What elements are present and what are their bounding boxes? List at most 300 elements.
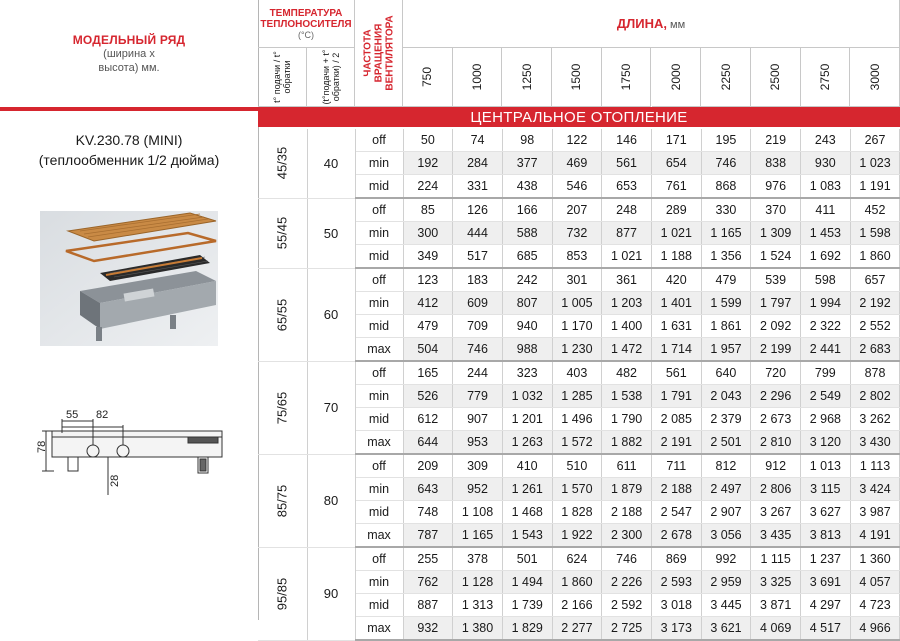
- dimension-82: 82: [96, 409, 109, 421]
- heat-output-cell: 146: [602, 129, 652, 152]
- supply-return-cell: [258, 268, 307, 361]
- heat-output-cell: 361: [602, 268, 652, 292]
- table-row: [258, 268, 900, 292]
- heat-output-cell: 1 797: [751, 292, 801, 315]
- heat-output-cell: 546: [552, 175, 602, 199]
- heat-output-cell: 1 360: [850, 547, 900, 571]
- heat-output-cell: 2 441: [801, 338, 851, 362]
- average-temp-label: (t°подачи + t° обратки) / 2: [320, 49, 341, 105]
- table-row: [258, 454, 900, 478]
- heat-output-cell: 1 861: [701, 315, 751, 338]
- heat-output-cell: 3 056: [701, 524, 751, 548]
- heat-output-cell: 504: [403, 338, 453, 362]
- heat-output-cell: 244: [453, 361, 503, 385]
- heat-output-cell: 2 678: [651, 524, 701, 548]
- section-title: ЦЕНТРАЛЬНОЕ ОТОПЛЕНИЕ: [470, 108, 688, 126]
- heat-output-cell: 4 069: [751, 617, 801, 641]
- heat-output-cell: 748: [403, 501, 453, 524]
- heat-output-cell: 1 083: [801, 175, 851, 199]
- heat-output-cell: 412: [403, 292, 453, 315]
- heat-output-cell: 479: [403, 315, 453, 338]
- heat-output-cell: 907: [453, 408, 503, 431]
- heat-output-cell: 653: [602, 175, 652, 199]
- heat-output-cell: 1 230: [552, 338, 602, 362]
- heat-output-cell: 165: [403, 361, 453, 385]
- heat-output-cell: 1 188: [651, 245, 701, 269]
- heat-output-cell: 479: [701, 268, 751, 292]
- length-column-header: [403, 48, 453, 107]
- heat-output-cell: 1 524: [751, 245, 801, 269]
- heat-output-cell: 2 188: [602, 501, 652, 524]
- heat-output-cell: 2 547: [651, 501, 701, 524]
- heat-output-cell: 1 165: [453, 524, 503, 548]
- heat-output-cell: 3 115: [801, 478, 851, 501]
- heat-output-cell: 2 959: [701, 571, 751, 594]
- model-panel: [0, 107, 259, 620]
- heat-output-cell: 812: [701, 454, 751, 478]
- heat-output-cell: 2 226: [602, 571, 652, 594]
- heat-output-cell: 3 262: [850, 408, 900, 431]
- heat-output-cell: 4 297: [801, 594, 851, 617]
- heat-output-cell: 1 879: [602, 478, 652, 501]
- heat-output-cell: 807: [502, 292, 552, 315]
- average-temp-cell: 60: [307, 268, 355, 361]
- heat-output-cell: 300: [403, 222, 453, 245]
- supply-return-value: 55/45: [274, 216, 290, 250]
- heat-output-cell: 1 860: [552, 571, 602, 594]
- supply-return-cell: [258, 361, 307, 454]
- heat-output-cell: 1 285: [552, 385, 602, 408]
- fan-mode-cell: max: [355, 617, 403, 641]
- temperature-title: ТЕМПЕРАТУРА ТЕПЛОНОСИТЕЛЯ: [260, 8, 352, 30]
- length-value: 1500: [569, 63, 584, 91]
- heat-output-cell: 887: [403, 594, 453, 617]
- heat-output-cell: 654: [651, 152, 701, 175]
- heat-output-cell: 1 113: [850, 454, 900, 478]
- heat-output-cell: 378: [453, 547, 503, 571]
- heat-output-cell: 1 472: [602, 338, 652, 362]
- fan-mode-cell: off: [355, 361, 403, 385]
- heat-output-cell: 799: [801, 361, 851, 385]
- heat-output-cell: 2 810: [751, 431, 801, 455]
- convector-exploded-render: [40, 211, 218, 346]
- heat-output-cell: 588: [502, 222, 552, 245]
- supply-return-value: 45/35: [274, 146, 290, 180]
- heat-output-cell: 1 570: [552, 478, 602, 501]
- heat-output-cell: 2 806: [751, 478, 801, 501]
- heat-output-cell: 2 549: [801, 385, 851, 408]
- length-value: 2000: [668, 63, 683, 91]
- heat-output-cell: 3 424: [850, 478, 900, 501]
- heat-output-cell: 992: [701, 547, 751, 571]
- heat-output-cell: 122: [552, 129, 602, 152]
- fan-mode-cell: min: [355, 292, 403, 315]
- heat-output-cell: 1 021: [651, 222, 701, 245]
- heat-output-cell: 284: [453, 152, 503, 175]
- heat-output-cell: 1 828: [552, 501, 602, 524]
- model-series-title: МОДЕЛЬНЫЙ РЯД: [72, 32, 186, 47]
- heat-output-cell: 940: [502, 315, 552, 338]
- length-value: 750: [420, 66, 435, 88]
- heat-output-cell: 323: [502, 361, 552, 385]
- length-column-header: [701, 48, 751, 107]
- average-temp-cell: 40: [307, 129, 355, 198]
- length-column-header: [602, 48, 652, 107]
- average-temp-header: [307, 48, 355, 107]
- length-column-header: [453, 48, 503, 107]
- length-value: 2250: [718, 63, 733, 91]
- heat-output-cell: 501: [502, 547, 552, 571]
- heat-output-cell: 3 267: [751, 501, 801, 524]
- length-column-header: [552, 48, 602, 107]
- model-series-subtitle-2: высота) мм.: [98, 61, 160, 74]
- length-value: 1000: [470, 63, 485, 91]
- heat-output-cell: 877: [602, 222, 652, 245]
- table-row: [258, 547, 900, 571]
- heat-output-cell: 4 723: [850, 594, 900, 617]
- fan-mode-cell: off: [355, 454, 403, 478]
- fan-mode-cell: off: [355, 129, 403, 152]
- supply-return-label: t° подачи / t° обратки: [272, 51, 292, 103]
- heat-output-cell: 787: [403, 524, 453, 548]
- length-title: ДЛИНА,: [616, 16, 667, 31]
- heat-output-cell: 1 957: [701, 338, 751, 362]
- heat-output-cell: 1 313: [453, 594, 503, 617]
- supply-return-value: 75/65: [274, 391, 290, 424]
- heat-output-cell: 930: [801, 152, 851, 175]
- length-header: [403, 0, 900, 48]
- heat-output-cell: 3 813: [801, 524, 851, 548]
- heat-output-cell: 4 057: [850, 571, 900, 594]
- heat-output-cell: 1 013: [801, 454, 851, 478]
- heat-output-cell: 411: [801, 198, 851, 222]
- heat-output-cell: 2 497: [701, 478, 751, 501]
- heat-output-cell: 1 263: [502, 431, 552, 455]
- heat-output-cell: 255: [403, 547, 453, 571]
- heat-output-cell: 952: [453, 478, 503, 501]
- heat-output-cell: 1 468: [502, 501, 552, 524]
- fan-mode-cell: mid: [355, 594, 403, 617]
- fan-mode-cell: min: [355, 478, 403, 501]
- heat-output-cell: 2 043: [701, 385, 751, 408]
- heat-output-cell: 85: [403, 198, 453, 222]
- heat-output-cell: 331: [453, 175, 503, 199]
- fan-mode-cell: off: [355, 547, 403, 571]
- length-value: 1750: [619, 63, 634, 91]
- heat-output-cell: 126: [453, 198, 503, 222]
- heat-output-cell: 2 092: [751, 315, 801, 338]
- heat-output-cell: 720: [751, 361, 801, 385]
- heat-output-cell: 377: [502, 152, 552, 175]
- fan-mode-cell: off: [355, 268, 403, 292]
- heat-output-cell: 869: [651, 547, 701, 571]
- heat-output-cell: 3 018: [651, 594, 701, 617]
- heat-output-cell: 469: [552, 152, 602, 175]
- dimension-78: 78: [36, 440, 48, 453]
- heat-output-cell: 224: [403, 175, 453, 199]
- heat-output-cell: 349: [403, 245, 453, 269]
- heat-output-cell: 1 791: [651, 385, 701, 408]
- fan-mode-cell: max: [355, 524, 403, 548]
- temperature-header: [258, 0, 355, 48]
- heat-output-cell: 2 968: [801, 408, 851, 431]
- supply-return-cell: [258, 129, 307, 198]
- heat-output-cell: 2 683: [850, 338, 900, 362]
- heat-output-cell: 2 501: [701, 431, 751, 455]
- heat-output-cell: 2 191: [651, 431, 701, 455]
- average-temp-cell: 70: [307, 361, 355, 454]
- table-row: [258, 198, 900, 222]
- heat-output-cell: 301: [552, 268, 602, 292]
- heat-output-cell: 1 922: [552, 524, 602, 548]
- fan-mode-cell: mid: [355, 315, 403, 338]
- length-column-header: [751, 48, 801, 107]
- heat-output-cell: 1 494: [502, 571, 552, 594]
- heat-output-cell: 685: [502, 245, 552, 269]
- heat-output-cell: 912: [751, 454, 801, 478]
- length-value: 1250: [519, 63, 534, 91]
- model-series-header: [0, 0, 259, 107]
- heat-output-cell: 452: [850, 198, 900, 222]
- heat-output-cell: 1 170: [552, 315, 602, 338]
- heat-output-cell: 2 802: [850, 385, 900, 408]
- heat-output-cell: 166: [502, 198, 552, 222]
- fan-mode-cell: mid: [355, 408, 403, 431]
- heat-output-cell: 612: [403, 408, 453, 431]
- section-title-band: [258, 107, 900, 127]
- model-description: (теплообменник 1/2 дюйма): [38, 152, 220, 168]
- fan-mode-cell: min: [355, 222, 403, 245]
- heat-output-cell: 2 188: [651, 478, 701, 501]
- heat-output-cell: 878: [850, 361, 900, 385]
- supply-return-cell: [258, 547, 307, 640]
- heat-output-cell: 1 692: [801, 245, 851, 269]
- heat-output-cell: 1 543: [502, 524, 552, 548]
- heat-output-cell: 2 592: [602, 594, 652, 617]
- average-temp-cell: 50: [307, 198, 355, 268]
- heat-output-cell: 3 987: [850, 501, 900, 524]
- length-column-header: [502, 48, 552, 107]
- heat-output-cell: 1 191: [850, 175, 900, 199]
- length-column-header: [652, 48, 702, 107]
- heat-output-cell: 2 166: [552, 594, 602, 617]
- heat-output-cell: 482: [602, 361, 652, 385]
- heat-output-cell: 171: [651, 129, 701, 152]
- model-series-subtitle-1: (ширина х: [103, 47, 155, 60]
- heat-output-cell: 330: [701, 198, 751, 222]
- heat-output-cell: 1 631: [651, 315, 701, 338]
- heat-output-cell: 976: [751, 175, 801, 199]
- heat-output-cell: 2 673: [751, 408, 801, 431]
- heat-output-cell: 732: [552, 222, 602, 245]
- heat-output-cell: 953: [453, 431, 503, 455]
- heat-output-cell: 539: [751, 268, 801, 292]
- model-name: KV.230.78 (MINI): [75, 132, 183, 148]
- heat-output-cell: 4 966: [850, 617, 900, 641]
- heat-output-cell: 267: [850, 129, 900, 152]
- heat-output-cell: 1 739: [502, 594, 552, 617]
- heat-output-cell: 98: [502, 129, 552, 152]
- supply-return-cell: [258, 454, 307, 547]
- heat-output-cell: 74: [453, 129, 503, 152]
- heat-output-cell: 611: [602, 454, 652, 478]
- heat-output-cell: 2 322: [801, 315, 851, 338]
- heat-output-cell: 242: [502, 268, 552, 292]
- heat-output-cell: 1 165: [701, 222, 751, 245]
- heat-output-cell: 2 907: [701, 501, 751, 524]
- heat-output-cell: 1 714: [651, 338, 701, 362]
- heat-output-cell: 2 725: [602, 617, 652, 641]
- fan-mode-cell: min: [355, 385, 403, 408]
- heat-output-cell: 1 128: [453, 571, 503, 594]
- heat-output-cell: 403: [552, 361, 602, 385]
- heat-output-cell: 4 191: [850, 524, 900, 548]
- heat-output-cell: 1 572: [552, 431, 602, 455]
- heat-output-cell: 1 829: [502, 617, 552, 641]
- heat-output-cell: 1 261: [502, 478, 552, 501]
- heat-output-cell: 988: [502, 338, 552, 362]
- heat-output-cell: 4 517: [801, 617, 851, 641]
- fan-mode-cell: min: [355, 571, 403, 594]
- heat-output-cell: 598: [801, 268, 851, 292]
- heat-output-cell: 444: [453, 222, 503, 245]
- length-value: 3000: [867, 63, 882, 91]
- heat-output-cell: 1 021: [602, 245, 652, 269]
- heat-output-cell: 1 400: [602, 315, 652, 338]
- heat-output-cell: 1 005: [552, 292, 602, 315]
- heat-output-cell: 3 325: [751, 571, 801, 594]
- length-value: 2750: [817, 63, 832, 91]
- heat-output-cell: 1 115: [751, 547, 801, 571]
- heat-output-cell: 370: [751, 198, 801, 222]
- heat-output-cell: 195: [701, 129, 751, 152]
- cross-section-drawing: [28, 409, 228, 499]
- heat-output-cell: 207: [552, 198, 602, 222]
- supply-return-value: 85/75: [274, 484, 290, 517]
- average-temp-cell: 80: [307, 454, 355, 547]
- heat-output-cell: 3 120: [801, 431, 851, 455]
- heat-output-cell: 640: [701, 361, 751, 385]
- length-column-header: [850, 48, 900, 107]
- heat-output-cell: 3 430: [850, 431, 900, 455]
- heat-output-cell: 1 599: [701, 292, 751, 315]
- heat-output-cell: 1 598: [850, 222, 900, 245]
- heat-output-cell: 561: [602, 152, 652, 175]
- length-value: 2500: [768, 63, 783, 91]
- heat-output-cell: 1 538: [602, 385, 652, 408]
- heat-output-cell: 657: [850, 268, 900, 292]
- heat-output-cell: 2 192: [850, 292, 900, 315]
- heat-output-cell: 2 593: [651, 571, 701, 594]
- heat-output-cell: 643: [403, 478, 453, 501]
- heat-output-cell: 209: [403, 454, 453, 478]
- fan-speed-header: [355, 0, 403, 107]
- heat-output-cell: 3 445: [701, 594, 751, 617]
- supply-return-value: 65/55: [274, 298, 290, 331]
- heat-output-cell: 3 173: [651, 617, 701, 641]
- heat-output-cell: 526: [403, 385, 453, 408]
- heat-output-cell: 289: [651, 198, 701, 222]
- heat-output-cell: 3 691: [801, 571, 851, 594]
- length-unit: мм: [666, 19, 686, 31]
- temperature-unit: (°С): [297, 30, 315, 40]
- heat-output-cell: 1 237: [801, 547, 851, 571]
- heat-output-cell: 1 309: [751, 222, 801, 245]
- heat-output-cell: 2 296: [751, 385, 801, 408]
- heat-output-cell: 561: [651, 361, 701, 385]
- heat-output-cell: 762: [403, 571, 453, 594]
- heat-output-cell: 219: [751, 129, 801, 152]
- heat-output-cell: 711: [651, 454, 701, 478]
- supply-return-header: [258, 48, 307, 107]
- heat-output-table: [258, 129, 900, 641]
- heat-output-cell: 761: [651, 175, 701, 199]
- heat-output-cell: 1 108: [453, 501, 503, 524]
- heat-output-cell: 3 871: [751, 594, 801, 617]
- heat-output-cell: 1 356: [701, 245, 751, 269]
- heat-output-cell: 746: [602, 547, 652, 571]
- heat-output-cell: 1 496: [552, 408, 602, 431]
- heat-output-cell: 746: [701, 152, 751, 175]
- heat-output-cell: 2 379: [701, 408, 751, 431]
- heat-output-cell: 1 860: [850, 245, 900, 269]
- heat-output-cell: 1 994: [801, 292, 851, 315]
- fan-mode-cell: max: [355, 431, 403, 455]
- table-row: [258, 129, 900, 152]
- heat-output-cell: 1 401: [651, 292, 701, 315]
- fan-speed-title: ЧАСТОТА ВРАЩЕНИЯ ВЕНТИЛЯТОРА: [362, 15, 395, 91]
- heat-output-cell: 2 300: [602, 524, 652, 548]
- heat-output-cell: 183: [453, 268, 503, 292]
- heat-output-cell: 2 085: [651, 408, 701, 431]
- heat-output-cell: 1 032: [502, 385, 552, 408]
- length-column-header: [801, 48, 851, 107]
- fan-mode-cell: max: [355, 338, 403, 362]
- heat-output-cell: 1 201: [502, 408, 552, 431]
- heat-output-cell: 609: [453, 292, 503, 315]
- heat-output-cell: 248: [602, 198, 652, 222]
- heat-output-cell: 644: [403, 431, 453, 455]
- heat-output-cell: 438: [502, 175, 552, 199]
- supply-return-value: 95/85: [274, 577, 290, 610]
- heat-output-cell: 517: [453, 245, 503, 269]
- fan-mode-cell: off: [355, 198, 403, 222]
- heat-output-cell: 853: [552, 245, 602, 269]
- heat-output-cell: 1 453: [801, 222, 851, 245]
- fan-mode-cell: min: [355, 152, 403, 175]
- heat-output-cell: 1 882: [602, 431, 652, 455]
- heat-output-cell: 420: [651, 268, 701, 292]
- heat-output-cell: 510: [552, 454, 602, 478]
- heat-output-cell: 868: [701, 175, 751, 199]
- heat-output-cell: 2 277: [552, 617, 602, 641]
- heat-output-cell: 1 790: [602, 408, 652, 431]
- dimension-55: 55: [66, 409, 79, 421]
- heat-output-cell: 309: [453, 454, 503, 478]
- heat-output-cell: 2 199: [751, 338, 801, 362]
- table-row: [258, 361, 900, 385]
- heat-output-cell: 838: [751, 152, 801, 175]
- fan-mode-cell: mid: [355, 245, 403, 269]
- fan-mode-cell: mid: [355, 175, 403, 199]
- heat-output-cell: 192: [403, 152, 453, 175]
- heat-output-cell: 1 023: [850, 152, 900, 175]
- heat-output-cell: 410: [502, 454, 552, 478]
- heat-output-cell: 50: [403, 129, 453, 152]
- heat-output-cell: 123: [403, 268, 453, 292]
- dimension-28: 28: [109, 474, 121, 487]
- heat-output-cell: 746: [453, 338, 503, 362]
